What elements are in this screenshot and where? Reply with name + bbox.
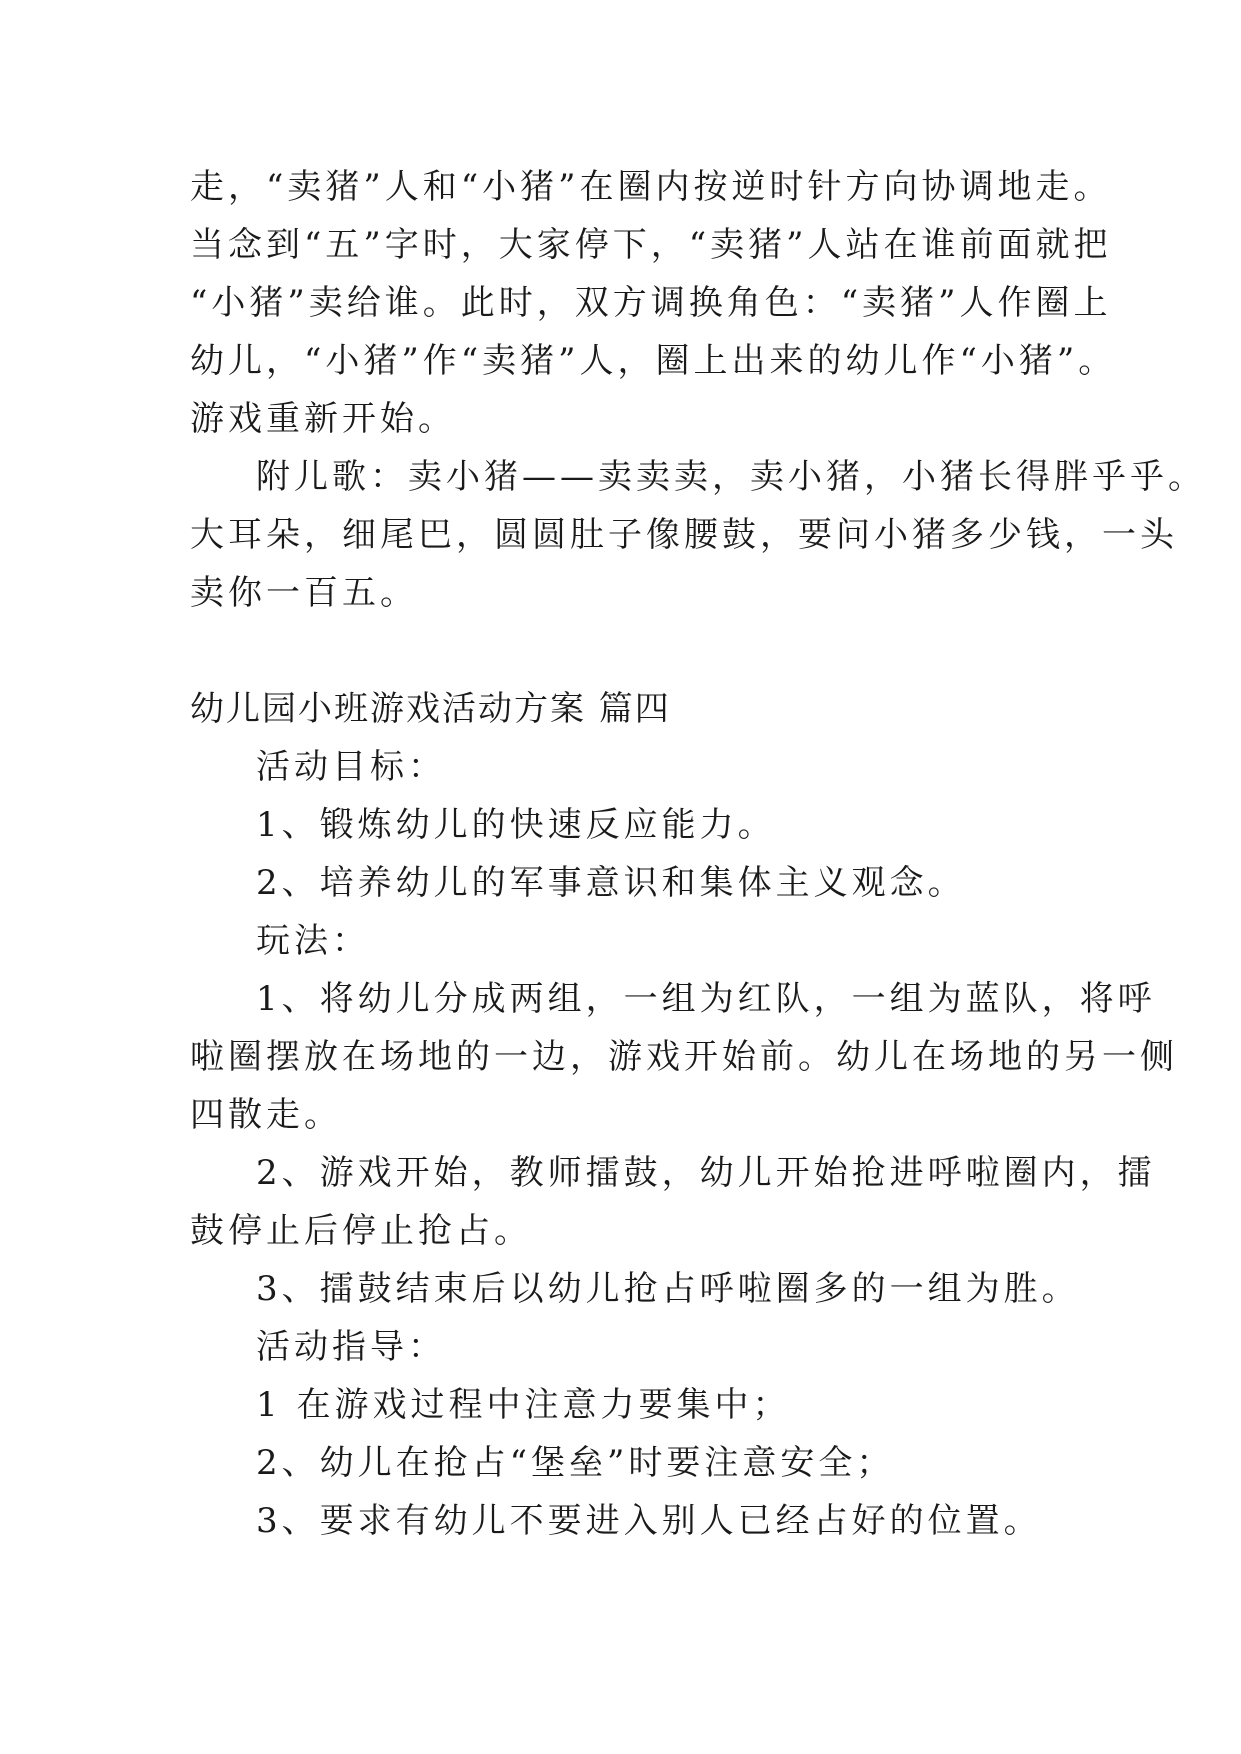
play-step-line: 四散走。: [190, 1095, 342, 1135]
paragraph-line: 走，“卖猪”人和“小猪”在圈内按逆时针方向协调地走。: [190, 167, 1112, 207]
play-step-line: 2、游戏开始，教师擂鼓，幼儿开始抢进呼啦圈内，擂: [256, 1153, 1156, 1193]
song-line: 附儿歌：卖小猪——卖卖卖，卖小猪，小猪长得胖乎乎。: [256, 457, 1206, 497]
paragraph-line: 当念到“五”字时，大家停下，“卖猪”人站在谁前面就把: [190, 225, 1112, 265]
paragraph-line: “小猪”卖给谁。此时，双方调换角色：“卖猪”人作圈上: [190, 283, 1112, 323]
goals-label: 活动目标：: [256, 747, 446, 787]
paragraph-line: 游戏重新开始。: [190, 399, 456, 439]
guide-item: 1 在游戏过程中注意力要集中；: [256, 1385, 791, 1425]
goal-item: 1、锻炼幼儿的快速反应能力。: [256, 805, 776, 845]
song-line: 大耳朵，细尾巴，圆圆肚子像腰鼓，要问小猪多少钱，一头: [190, 515, 1178, 555]
section-title: 幼儿园小班游戏活动方案 篇四: [190, 689, 671, 729]
play-step-line: 啦圈摆放在场地的一边，游戏开始前。幼儿在场地的另一侧: [190, 1037, 1178, 1077]
goal-item: 2、培养幼儿的军事意识和集体主义观念。: [256, 863, 966, 903]
song-line: 卖你一百五。: [190, 573, 418, 613]
guide-label: 活动指导：: [256, 1327, 446, 1367]
guide-item: 3、要求有幼儿不要进入别人已经占好的位置。: [256, 1501, 1042, 1541]
play-step-line: 鼓停止后停止抢占。: [190, 1211, 532, 1251]
paragraph-line: 幼儿，“小猪”作“卖猪”人，圈上出来的幼儿作“小猪”。: [190, 341, 1117, 381]
play-step-line: 3、擂鼓结束后以幼儿抢占呼啦圈多的一组为胜。: [256, 1269, 1080, 1309]
play-label: 玩法：: [256, 921, 370, 961]
guide-item: 2、幼儿在抢占“堡垒”时要注意安全；: [256, 1443, 895, 1483]
play-step-line: 1、将幼儿分成两组，一组为红队，一组为蓝队，将呼: [256, 979, 1156, 1019]
